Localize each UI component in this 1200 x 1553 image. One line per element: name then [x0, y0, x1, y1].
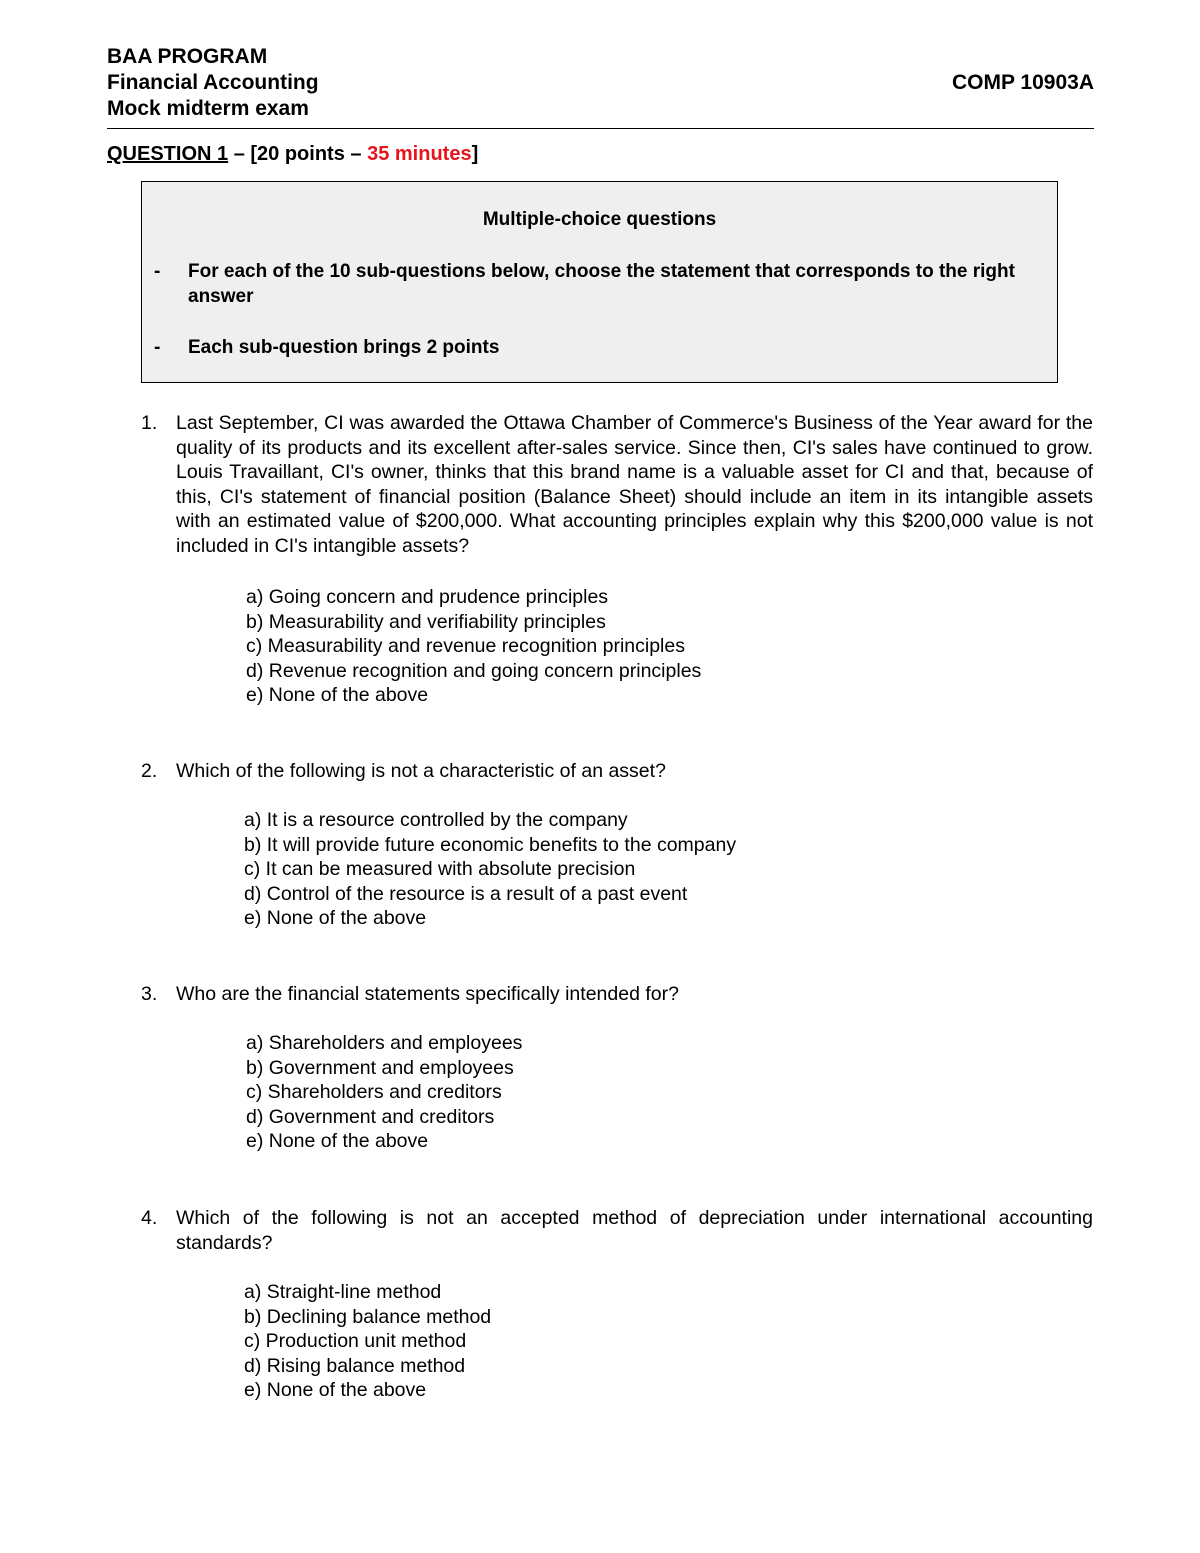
question-number: 2.	[141, 760, 158, 782]
answer-option: a) Straight-line method	[244, 1281, 442, 1303]
question-4-options	[244, 1280, 491, 1403]
answer-option: b) Measurability and verifiability principles	[246, 610, 606, 633]
answer-option: d) Rising balance method	[244, 1354, 466, 1377]
question-text: Last September, CI was awarded the Ottawa Chamber of Commerce's Business of the Year award for the quality of its products and its excellent after-sales service. Since then, CI's sales have continued to grow. Louis Travaillant, CI's owner, thinks that this brand name is a valuable asset for CI and that, because of this, CI's statement of financial position (Balance Sheet) should include an item in its intangible assets with an estimated value of $200,000. What accounting principles explain why this $200,000 value is not included in CI's intangible assets?	[176, 412, 1093, 557]
course-code: COMP 10903A	[951, 71, 1094, 94]
question-text: Which of the following is not a characteristic of an asset?	[176, 760, 666, 782]
answer-option: c) It can be measured with absolute precision	[244, 858, 636, 881]
answer-option: e) None of the above	[244, 1379, 427, 1402]
question-3-options	[246, 1031, 522, 1154]
course-name: Financial Accounting	[107, 71, 319, 94]
answer-option: c) Shareholders and creditors	[246, 1081, 502, 1104]
question-points: – [20 points –	[228, 143, 368, 165]
instruction-text: For each of the 10 sub-questions below, choose the statement that corresponds to the right answer	[188, 261, 1015, 307]
question-number: 4.	[141, 1207, 158, 1229]
answer-option: a) Shareholders and employees	[246, 1032, 523, 1054]
answer-option: e) None of the above	[246, 1130, 429, 1153]
answer-option: d) Government and creditors	[246, 1105, 495, 1128]
answer-option: c) Measurability and revenue recognition principles	[246, 635, 685, 658]
question-time: 35 minutes	[367, 143, 472, 165]
answer-option: c) Production unit method	[244, 1330, 467, 1353]
answer-option: d) Control of the resource is a result of a past event	[244, 882, 688, 905]
bullet-dash: -	[154, 337, 161, 358]
question-text: Which of the following is not an accepted method of depreciation under international accounting standards?	[176, 1207, 1093, 1254]
answer-option: a) Going concern and prudence principles	[246, 586, 609, 608]
answer-option: a) It is a resource controlled by the company	[244, 809, 628, 831]
question-4	[141, 1206, 1093, 1255]
question-1-options	[246, 585, 701, 708]
instructions-title: Multiple-choice questions	[482, 209, 717, 230]
exam-name: Mock midterm exam	[107, 97, 309, 120]
answer-option: b) Government and employees	[246, 1056, 514, 1079]
question-3	[141, 982, 1093, 1007]
answer-option: e) None of the above	[244, 907, 427, 930]
answer-option: e) None of the above	[246, 684, 429, 707]
header-divider	[107, 128, 1094, 129]
question-1	[141, 411, 1093, 559]
instruction-item	[154, 335, 1048, 360]
question-close: ]	[471, 143, 479, 165]
document-header	[107, 44, 1094, 122]
instructions-box	[141, 181, 1058, 383]
question-number: 3.	[141, 983, 158, 1005]
instruction-item	[154, 259, 1048, 309]
question-heading	[107, 141, 478, 167]
answer-option: d) Revenue recognition and going concern principles	[246, 659, 702, 682]
program-name: BAA PROGRAM	[107, 45, 268, 68]
question-label: QUESTION 1	[107, 143, 229, 165]
question-2	[141, 759, 1093, 784]
instruction-text: Each sub-question brings 2 points	[188, 337, 500, 358]
question-text: Who are the financial statements specifically intended for?	[176, 983, 679, 1005]
bullet-dash: -	[154, 261, 161, 282]
answer-option: b) Declining balance method	[244, 1305, 492, 1328]
answer-option: b) It will provide future economic benefits to the company	[244, 833, 737, 856]
question-number: 1.	[141, 412, 158, 434]
question-2-options	[244, 808, 736, 931]
course-row	[107, 70, 1094, 96]
